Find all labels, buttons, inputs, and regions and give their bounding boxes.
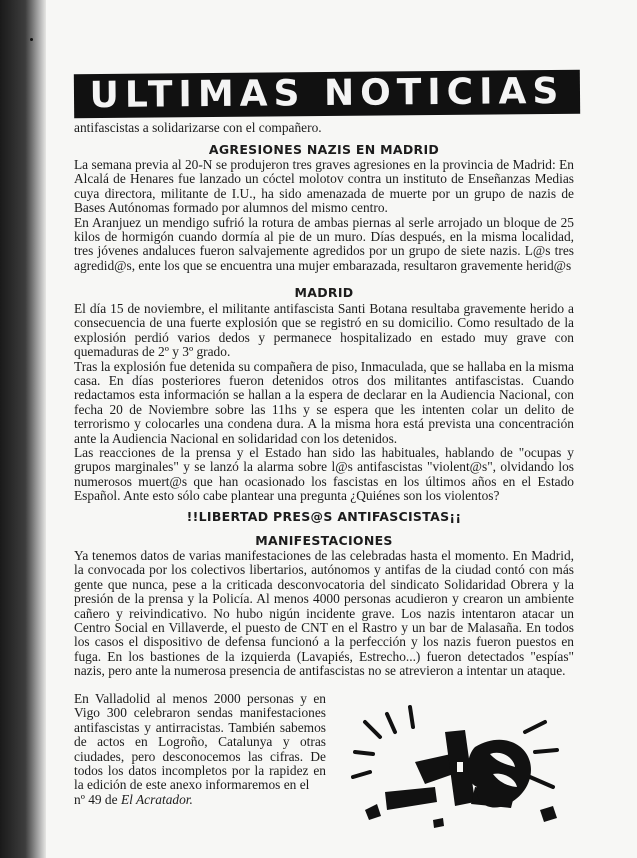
section-body-narrow [74, 692, 326, 807]
paragraph: En Valladolid al menos 2000 personas y en Vigo 300 celebraron sendas manifestaciones antifascistas y antirracistas. También sabemos de actos en Logroño, Catalunya y otras ciudades, pero desconocemos las cifras. De todos los datos incompletos por la rapidez en la edición de este anexo informaremos en el nº 49 de El Acratador. [74, 691, 326, 807]
slogan: !!LIBERTAD PRES@S ANTIFASCISTAS¡¡ [186, 509, 462, 524]
section-body-madrid [74, 302, 574, 504]
section-heading-agresiones: AGRESIONES NAZIS EN MADRID [208, 142, 440, 157]
section-body-manifestaciones [74, 549, 574, 679]
scan-border [0, 0, 46, 858]
paragraph: La semana previa al 20-N se produjeron tres graves agresiones en la provincia de Madrid: En Alcalá de Henares fue lanzado un cóctel molotov contra un instituto de Enseñanzas Medias cuya directora, militante de I.U., ha sido amenazada de muerte por un grupo de nazis de Bases Autónomas formado por alumnos del mismo centro. [74, 157, 574, 216]
paragraph: El día 15 de noviembre, el militante antifascista Santi Botana resultaba gravemente herido a consecuencia de una fuerte explosión que se registró en su domicilio. Como resultado de la explosión perdió varios dedos y permanece hospitalizado en estado muy grave con quemaduras de 2º y 3º grado. [74, 301, 574, 360]
paragraph: Ya tenemos datos de varias manifestaciones de las celebradas hasta el momento. En Madrid, la convocada por los colectivos libertarios, autónomos y antifas de la ciudad contó con más gente que nunca, pese a la criticada desconvocatoria del sindicato Solidaridad Obrera y la presión de la prensa y la Policía. Al menos 4000 personas acudieron y crearon un ambiente cañero y reivindicativo. No hubo nigún incidente grave. Los nazis intentaron atacar un Centro Social en Villaverde, el puesto de CNT en el Rastro y un bar de Malasaña. En todos los casos el dispositivo de defensa funcionó a la perfección y los nazis fueron puestos en fuga. En los bastiones de la izquierda (Lavapiés, Estrecho...) fueron detectados "espías" nazis, pero ante la numerosa presencia de antifascistas no se atrevieron a intentar un ataque. [74, 548, 574, 679]
paragraph: Las reacciones de la prensa y el Estado han sido las habituales, hablando de "ocupas y grupos marginales" y se lanzó la alarma sobre l@s antifascistas "violent@s", olvidando los numerosos muert@s que han ocasionado los fascistas en los últimos años en el Estado Español. Ante esto sólo cabe plantear una pregunta ¿Quiénes son los violentos? [74, 445, 574, 504]
section-body-agresiones [74, 158, 574, 273]
paragraph: Tras la explosión fue detenida su compañera de piso, Inmaculada, que se hallaba en la misma casa. En días posteriores fueron detenidos otros dos militantes antifascistas. Cuando redactamos esta información se hallan a la espera de declarar en la Audiencia Nacional, con fecha 20 de Noviembre sobre las 11hs y se espera que les intenten colar un delito de terrorismo y colocarles una condena dura. A la misma hora está prevista una concentración ante la Audiencia Nacional en solidaridad con los detenidos. [74, 358, 574, 446]
section-heading-madrid: MADRID [294, 285, 354, 300]
scan-speck [30, 38, 33, 41]
paragraph: En Aranjuez un mendigo sufrió la rotura de ambas piernas al serle arrojado un bloque de 25 kilos de hormigón cuando dormía al pie de un muro. Días después, en la misma localidad, tres jóvenes andaluces fueron salvajemente agredidos por un grupo de siete nazis. L@s tres agredid@s, ente los que se encuentra una mujer embarazada, resultaron gravemente herid@s [74, 214, 574, 273]
publication-name: El Acratador. [120, 791, 193, 807]
page-title: ULTIMAS NOTICIAS [74, 70, 580, 118]
section-heading-manifestaciones: MANIFESTACIONES [255, 533, 393, 548]
smashed-swastika-illustration [325, 692, 580, 842]
intro-line: antifascistas a solidarizarse con el compañero. [74, 120, 322, 135]
